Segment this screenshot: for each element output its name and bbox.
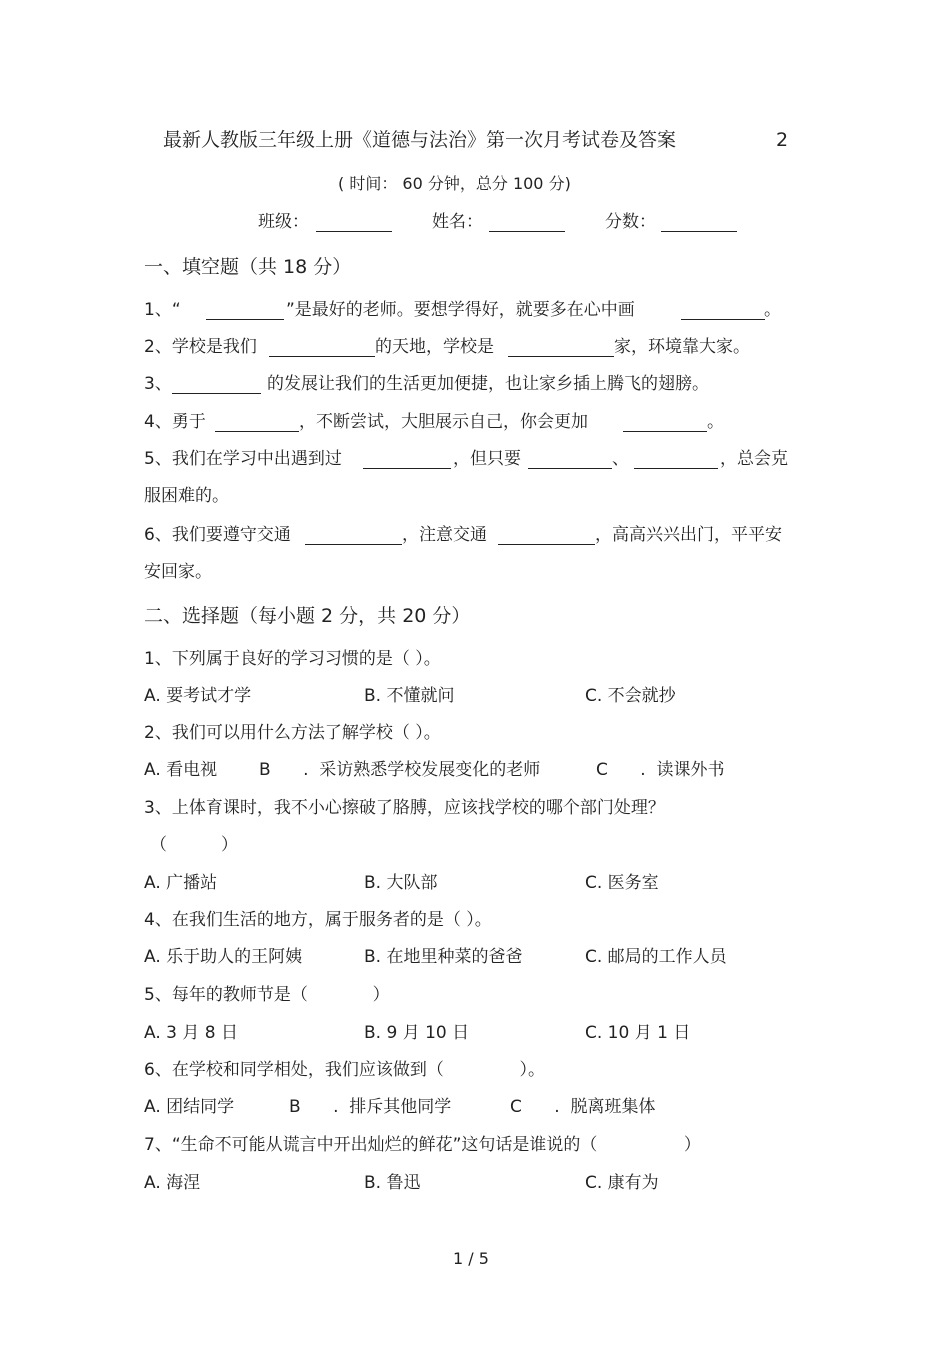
mc6-option-a[interactable]: A. 团结同学 bbox=[144, 1097, 235, 1117]
q3-text-b: 的发展让我们的生活更加便捷，也让家乡插上腾飞的翅膀。 bbox=[267, 374, 709, 394]
q5-blank-1[interactable] bbox=[363, 453, 451, 469]
mc1-question: 1、下列属于良好的学习习惯的是（ ）。 bbox=[144, 649, 441, 669]
q1-blank-1[interactable] bbox=[206, 304, 284, 320]
q6-blank-2[interactable] bbox=[498, 529, 595, 545]
mc3-option-c[interactable]: C. 医务室 bbox=[585, 873, 659, 893]
mc6-option-b[interactable]: B . 排斥其他同学 bbox=[289, 1097, 452, 1117]
mc3-option-a[interactable]: A. 广播站 bbox=[144, 873, 218, 893]
exam-title-number: 2 bbox=[776, 129, 789, 151]
q1-text-c: 。 bbox=[764, 300, 781, 320]
mc2-option-b[interactable]: B . 采访熟悉学校发展变化的老师 bbox=[259, 760, 541, 780]
q4-text-a: 4、勇于 bbox=[144, 412, 206, 432]
name-label: 姓名： bbox=[432, 212, 483, 232]
mc3-question: 3、上体育课时，我不小心擦破了胳膊，应该找学校的哪个部门处理？ bbox=[144, 798, 665, 818]
mc7-option-c[interactable]: C. 康有为 bbox=[585, 1173, 659, 1193]
q4-blank-2[interactable] bbox=[623, 416, 707, 432]
q1-text-b: ”是最好的老师。要想学得好，就要多在心中画 bbox=[286, 300, 635, 320]
q6-text-c: ，高高兴兴出门，平平安 bbox=[595, 525, 782, 545]
q3-blank-1[interactable] bbox=[172, 378, 261, 394]
q2-blank-2[interactable] bbox=[508, 341, 614, 357]
mc2-option-a[interactable]: A. 看电视 bbox=[144, 760, 218, 780]
mc1-option-a[interactable]: A. 要考试才学 bbox=[144, 686, 252, 706]
mc5-question: 5、每年的教师节是（ ） bbox=[144, 985, 390, 1005]
q5-blank-3[interactable] bbox=[634, 453, 718, 469]
q4-blank-1[interactable] bbox=[215, 416, 299, 432]
mc5-option-c[interactable]: C. 10 月 1 日 bbox=[585, 1023, 691, 1043]
mc6-option-c[interactable]: C . 脱离班集体 bbox=[510, 1097, 656, 1117]
q5-blank-2[interactable] bbox=[528, 453, 612, 469]
mc5-option-b[interactable]: B. 9 月 10 日 bbox=[364, 1023, 470, 1043]
q5-text-e: 服困难的。 bbox=[144, 486, 229, 506]
mc4-option-c[interactable]: C. 邮局的工作人员 bbox=[585, 947, 727, 967]
q1-blank-2[interactable] bbox=[681, 304, 765, 320]
class-field[interactable] bbox=[316, 216, 392, 232]
q6-blank-1[interactable] bbox=[305, 529, 402, 545]
mc4-option-b[interactable]: B. 在地里种菜的爸爸 bbox=[364, 947, 523, 967]
page-number: 1 / 5 bbox=[453, 1249, 489, 1268]
mc7-option-a[interactable]: A. 海涅 bbox=[144, 1173, 201, 1193]
q1-text-a: 1、“ bbox=[144, 300, 181, 320]
q4-text-b: ，不断尝试，大胆展示自己，你会更加 bbox=[299, 412, 588, 432]
mc3-option-b[interactable]: B. 大队部 bbox=[364, 873, 438, 893]
q5-text-c: 、 bbox=[612, 449, 629, 469]
mc7-option-b[interactable]: B. 鲁迅 bbox=[364, 1173, 421, 1193]
mc7-question: 7、“生命不可能从谎言中开出灿烂的鲜花”这句话是谁说的（ ） bbox=[144, 1135, 701, 1155]
q2-text-b: 的天地，学校是 bbox=[375, 337, 494, 357]
q5-text-b: ，但只要 bbox=[453, 449, 521, 469]
mc6-question: 6、在学校和同学相处，我们应该做到（ ）。 bbox=[144, 1060, 545, 1080]
section2-heading: 二、选择题（每小题 2 分，共 20 分） bbox=[144, 605, 471, 627]
mc4-question: 4、在我们生活的地方，属于服务者的是（ ）。 bbox=[144, 910, 492, 930]
q6-text-a: 6、我们要遵守交通 bbox=[144, 525, 291, 545]
class-label: 班级： bbox=[258, 212, 309, 232]
q2-blank-1[interactable] bbox=[269, 341, 375, 357]
q2-text-a: 2、学校是我们 bbox=[144, 337, 257, 357]
mc5-option-a[interactable]: A. 3 月 8 日 bbox=[144, 1023, 238, 1043]
mc2-question: 2、我们可以用什么方法了解学校（ ）。 bbox=[144, 723, 441, 743]
q5-text-d: ，总会克 bbox=[720, 449, 788, 469]
mc4-option-a[interactable]: A. 乐于助人的王阿姨 bbox=[144, 947, 303, 967]
section1-heading: 一、填空题（共 18 分） bbox=[144, 256, 352, 278]
q5-text-a: 5、我们在学习中出遇到过 bbox=[144, 449, 342, 469]
exam-title: 最新人教版三年级上册《道德与法治》第一次月考试卷及答案 bbox=[163, 129, 677, 151]
exam-subtitle: ( 时间： 60 分钟，总分 100 分) bbox=[338, 174, 571, 193]
name-field[interactable] bbox=[489, 216, 565, 232]
mc3-answer-paren: （ ） bbox=[150, 835, 239, 855]
q3-text-a: 3、 bbox=[144, 374, 172, 394]
q4-text-c: 。 bbox=[707, 412, 724, 432]
mc2-option-c[interactable]: C . 读课外书 bbox=[596, 760, 725, 780]
q6-text-b: ，注意交通 bbox=[402, 525, 487, 545]
mc1-option-b[interactable]: B. 不懂就问 bbox=[364, 686, 455, 706]
mc1-option-c[interactable]: C. 不会就抄 bbox=[585, 686, 676, 706]
score-label: 分数： bbox=[605, 212, 656, 232]
q6-text-d: 安回家。 bbox=[144, 562, 212, 582]
q2-text-c: 家，环境靠大家。 bbox=[614, 337, 750, 357]
score-field[interactable] bbox=[661, 216, 737, 232]
